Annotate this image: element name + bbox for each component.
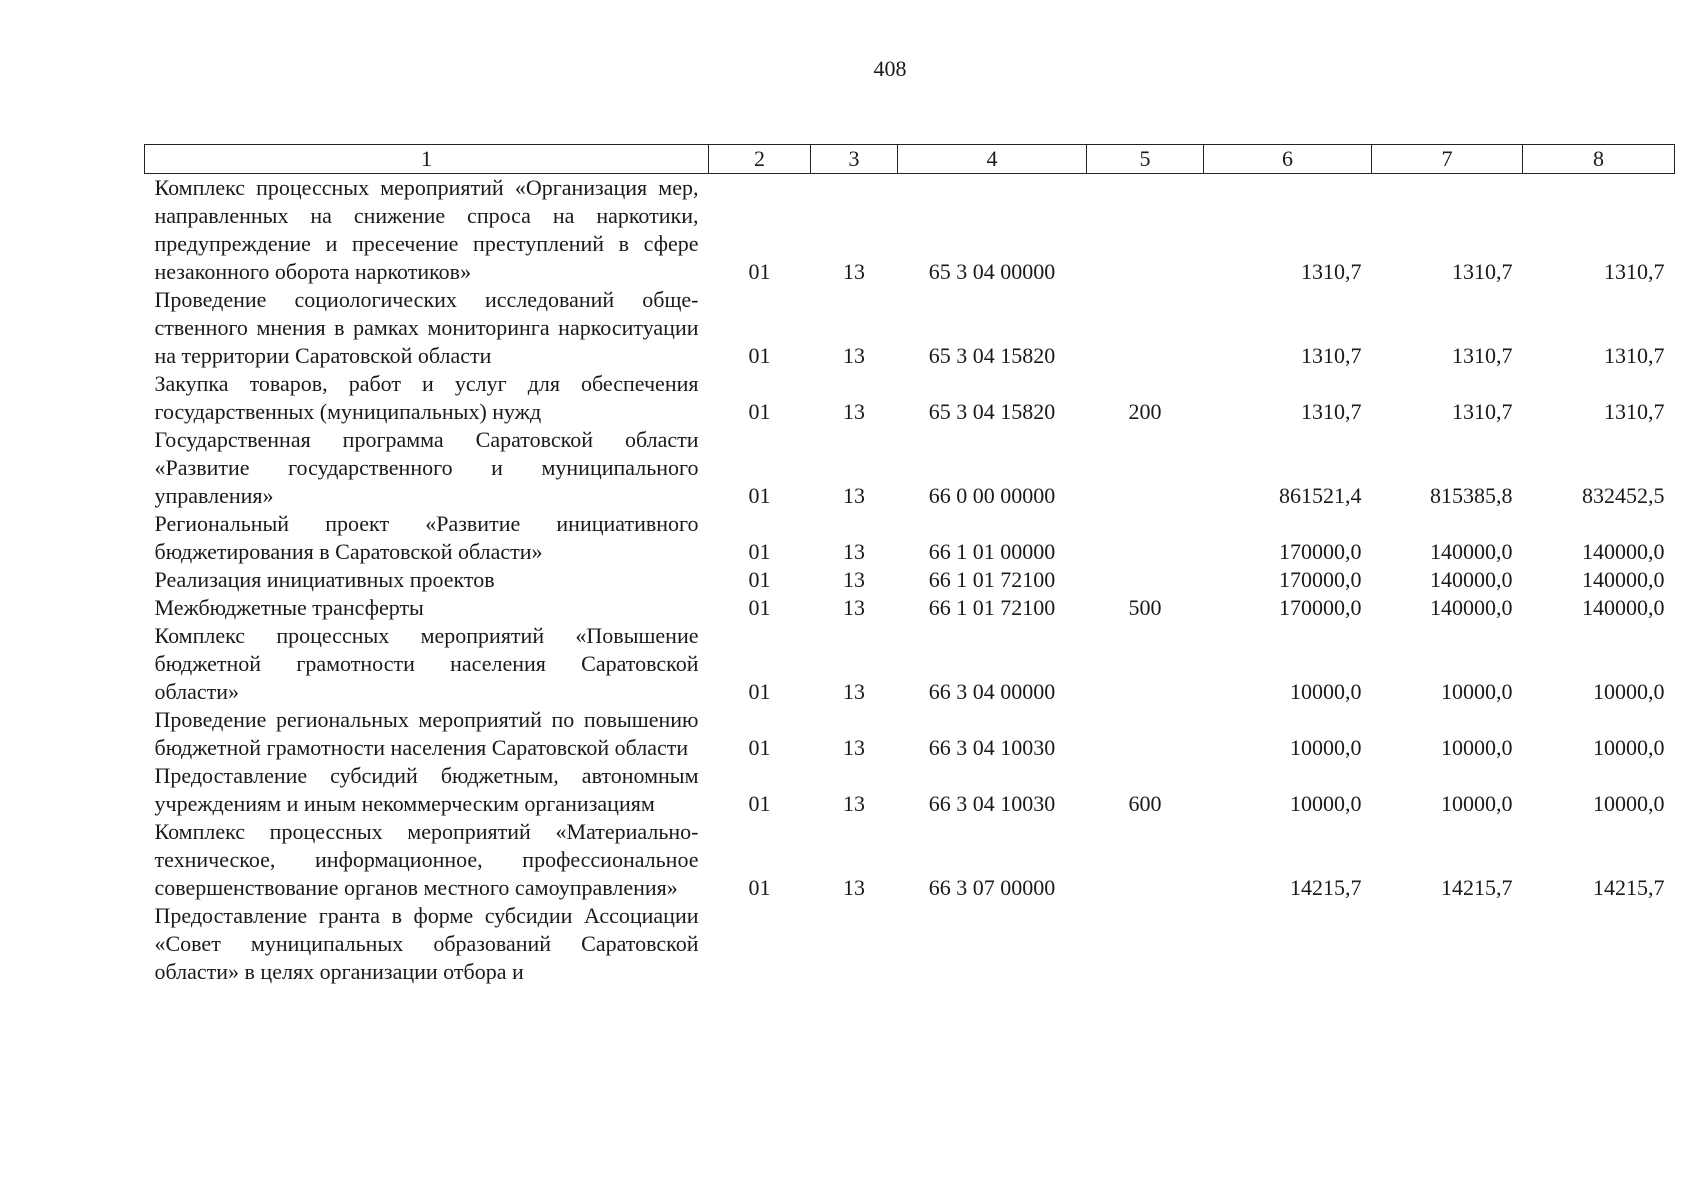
row-amount-year-1: 861521,4	[1279, 483, 1362, 508]
row-amount-year-3: 140000,0	[1582, 595, 1665, 620]
budget-table-container	[144, 144, 1674, 986]
column-header-4: 4	[898, 145, 1087, 174]
row-amount-year-2: 14215,7	[1441, 875, 1513, 900]
row-name: Межбюджетные трансферты	[154, 595, 424, 620]
table-row	[145, 818, 1675, 902]
row-subsection-code: 13	[843, 595, 865, 620]
row-amount-year-2: 1310,7	[1452, 343, 1513, 368]
table-header	[145, 145, 1675, 174]
row-amount-year-2: 815385,8	[1430, 483, 1513, 508]
row-expense-type-code	[1087, 426, 1204, 510]
row-amount-year-1: 170000,0	[1279, 539, 1362, 564]
column-header-2: 2	[709, 145, 811, 174]
budget-table	[144, 144, 1675, 986]
row-subsection-code: 13	[843, 875, 865, 900]
row-section-code	[709, 902, 811, 986]
row-expense-type-code: 500	[1128, 595, 1162, 620]
row-section-code: 01	[748, 539, 771, 564]
row-target-article-code: 66 3 04 10030	[928, 791, 1056, 816]
row-target-article-code: 66 3 04 10030	[928, 735, 1056, 760]
table-row	[145, 566, 1675, 594]
row-section-code: 01	[748, 483, 771, 508]
table-row	[145, 426, 1675, 510]
table-row	[145, 174, 1675, 287]
row-subsection-code: 13	[843, 735, 865, 760]
row-amount-year-1: 10000,0	[1290, 679, 1362, 704]
column-header-7: 7	[1372, 145, 1523, 174]
table-body	[145, 174, 1675, 987]
row-amount-year-3	[1523, 902, 1675, 986]
table-row	[145, 370, 1675, 426]
row-section-code: 01	[748, 679, 771, 704]
row-section-code: 01	[748, 595, 771, 620]
row-subsection-code: 13	[843, 399, 865, 424]
row-amount-year-1	[1204, 902, 1372, 986]
row-amount-year-3: 1310,7	[1604, 259, 1665, 284]
row-amount-year-1: 1310,7	[1301, 399, 1362, 424]
row-section-code: 01	[748, 791, 771, 816]
row-amount-year-3: 14215,7	[1593, 875, 1665, 900]
row-amount-year-1: 14215,7	[1290, 875, 1362, 900]
row-name: Региональный проект «Развитие инициативного бюджетирования в Саратовской области»	[154, 511, 699, 564]
row-name: Реализация инициативных проектов	[154, 567, 495, 592]
row-name: Государственная программа Саратовской области «Развитие государственного и муниципального управления»	[154, 427, 699, 508]
table-row	[145, 762, 1675, 818]
row-name: Предоставление субсидий бюджетным, автономным учреждениям и иным некоммерческим организациям	[154, 763, 699, 816]
row-target-article-code: 65 3 04 15820	[928, 343, 1056, 368]
column-header-1: 1	[145, 145, 709, 174]
row-amount-year-3: 140000,0	[1582, 539, 1665, 564]
row-expense-type-code	[1087, 174, 1204, 287]
table-row	[145, 622, 1675, 706]
table-row	[145, 286, 1675, 370]
row-amount-year-2: 1310,7	[1452, 399, 1513, 424]
row-target-article-code: 66 3 07 00000	[928, 875, 1056, 900]
row-amount-year-1: 10000,0	[1290, 735, 1362, 760]
row-section-code: 01	[748, 343, 771, 368]
row-section-code: 01	[748, 875, 771, 900]
row-amount-year-2: 140000,0	[1430, 539, 1513, 564]
row-subsection-code: 13	[843, 483, 865, 508]
column-header-8: 8	[1523, 145, 1675, 174]
column-header-5: 5	[1087, 145, 1204, 174]
row-amount-year-3: 10000,0	[1593, 735, 1665, 760]
row-amount-year-2: 10000,0	[1441, 679, 1513, 704]
row-name: Проведение региональных мероприятий по повышению бюджетной грамотности населения Саратовской области	[154, 707, 699, 760]
column-header-3: 3	[811, 145, 898, 174]
row-expense-type-code	[1087, 818, 1204, 902]
table-row	[145, 902, 1675, 986]
row-amount-year-3: 1310,7	[1604, 399, 1665, 424]
row-amount-year-2: 140000,0	[1430, 595, 1513, 620]
row-target-article-code	[898, 902, 1087, 986]
row-expense-type-code: 200	[1128, 399, 1162, 424]
page-number: 408	[873, 56, 907, 81]
row-target-article-code: 65 3 04 00000	[928, 259, 1056, 284]
row-target-article-code: 66 1 01 72100	[928, 567, 1056, 592]
row-amount-year-1: 170000,0	[1279, 567, 1362, 592]
row-amount-year-2	[1372, 902, 1523, 986]
row-name: Закупка товаров, работ и услуг для обеспечения государственных (муниципальных) нужд	[154, 371, 699, 424]
row-subsection-code: 13	[843, 539, 865, 564]
row-amount-year-3: 10000,0	[1593, 791, 1665, 816]
row-section-code: 01	[748, 259, 771, 284]
header-row	[145, 145, 1675, 174]
row-target-article-code: 66 1 01 00000	[928, 539, 1056, 564]
row-amount-year-1: 1310,7	[1301, 259, 1362, 284]
row-amount-year-3: 1310,7	[1604, 343, 1665, 368]
row-expense-type-code	[1087, 566, 1204, 594]
row-amount-year-2: 10000,0	[1441, 735, 1513, 760]
row-subsection-code: 13	[843, 567, 865, 592]
row-expense-type-code	[1087, 706, 1204, 762]
row-amount-year-3: 832452,5	[1582, 483, 1665, 508]
row-name: Комплекс процессных мероприятий «Повышение бюджетной грамотности населения Саратовской области»	[154, 623, 699, 704]
row-amount-year-2: 140000,0	[1430, 567, 1513, 592]
row-subsection-code: 13	[843, 343, 865, 368]
column-header-6: 6	[1204, 145, 1372, 174]
row-target-article-code: 66 1 01 72100	[928, 595, 1056, 620]
table-row	[145, 510, 1675, 566]
row-name: Комплекс процессных мероприятий «Организация мер, направленных на снижение спроса на наркотики, предупреждение и пресечение преступлений в сфере незаконного оборота наркотиков»	[154, 175, 699, 284]
row-section-code: 01	[748, 735, 771, 760]
row-subsection-code	[811, 902, 898, 986]
row-amount-year-1: 170000,0	[1279, 595, 1362, 620]
row-target-article-code: 66 3 04 00000	[928, 679, 1056, 704]
row-name: Проведение социологических исследований общественного мнения в рамках мониторинга наркоситуации на территории Саратовской области	[154, 287, 699, 368]
row-amount-year-1: 10000,0	[1290, 791, 1362, 816]
row-amount-year-3: 140000,0	[1582, 567, 1665, 592]
row-amount-year-2: 10000,0	[1441, 791, 1513, 816]
row-subsection-code: 13	[843, 791, 865, 816]
row-expense-type-code: 600	[1128, 791, 1162, 816]
row-amount-year-3: 10000,0	[1593, 679, 1665, 704]
row-name: Предоставление гранта в форме субсидии Ассоциации «Совет муниципальных образований Саратовской области» в целях организации отбора и	[154, 903, 699, 984]
row-subsection-code: 13	[843, 259, 865, 284]
row-name: Комплекс процессных мероприятий «Материально-техническое, информационное, профессиональное совершенствование органов местного самоуправления»	[154, 819, 699, 900]
row-section-code: 01	[748, 567, 771, 592]
row-target-article-code: 65 3 04 15820	[928, 399, 1056, 424]
row-amount-year-1: 1310,7	[1301, 343, 1362, 368]
row-expense-type-code	[1087, 286, 1204, 370]
row-target-article-code: 66 0 00 00000	[928, 483, 1056, 508]
row-expense-type-code	[1087, 510, 1204, 566]
row-section-code: 01	[748, 399, 771, 424]
row-amount-year-2: 1310,7	[1452, 259, 1513, 284]
row-subsection-code: 13	[843, 679, 865, 704]
row-expense-type-code	[1087, 622, 1204, 706]
table-row	[145, 706, 1675, 762]
table-row	[145, 594, 1675, 622]
row-expense-type-code	[1087, 902, 1204, 986]
